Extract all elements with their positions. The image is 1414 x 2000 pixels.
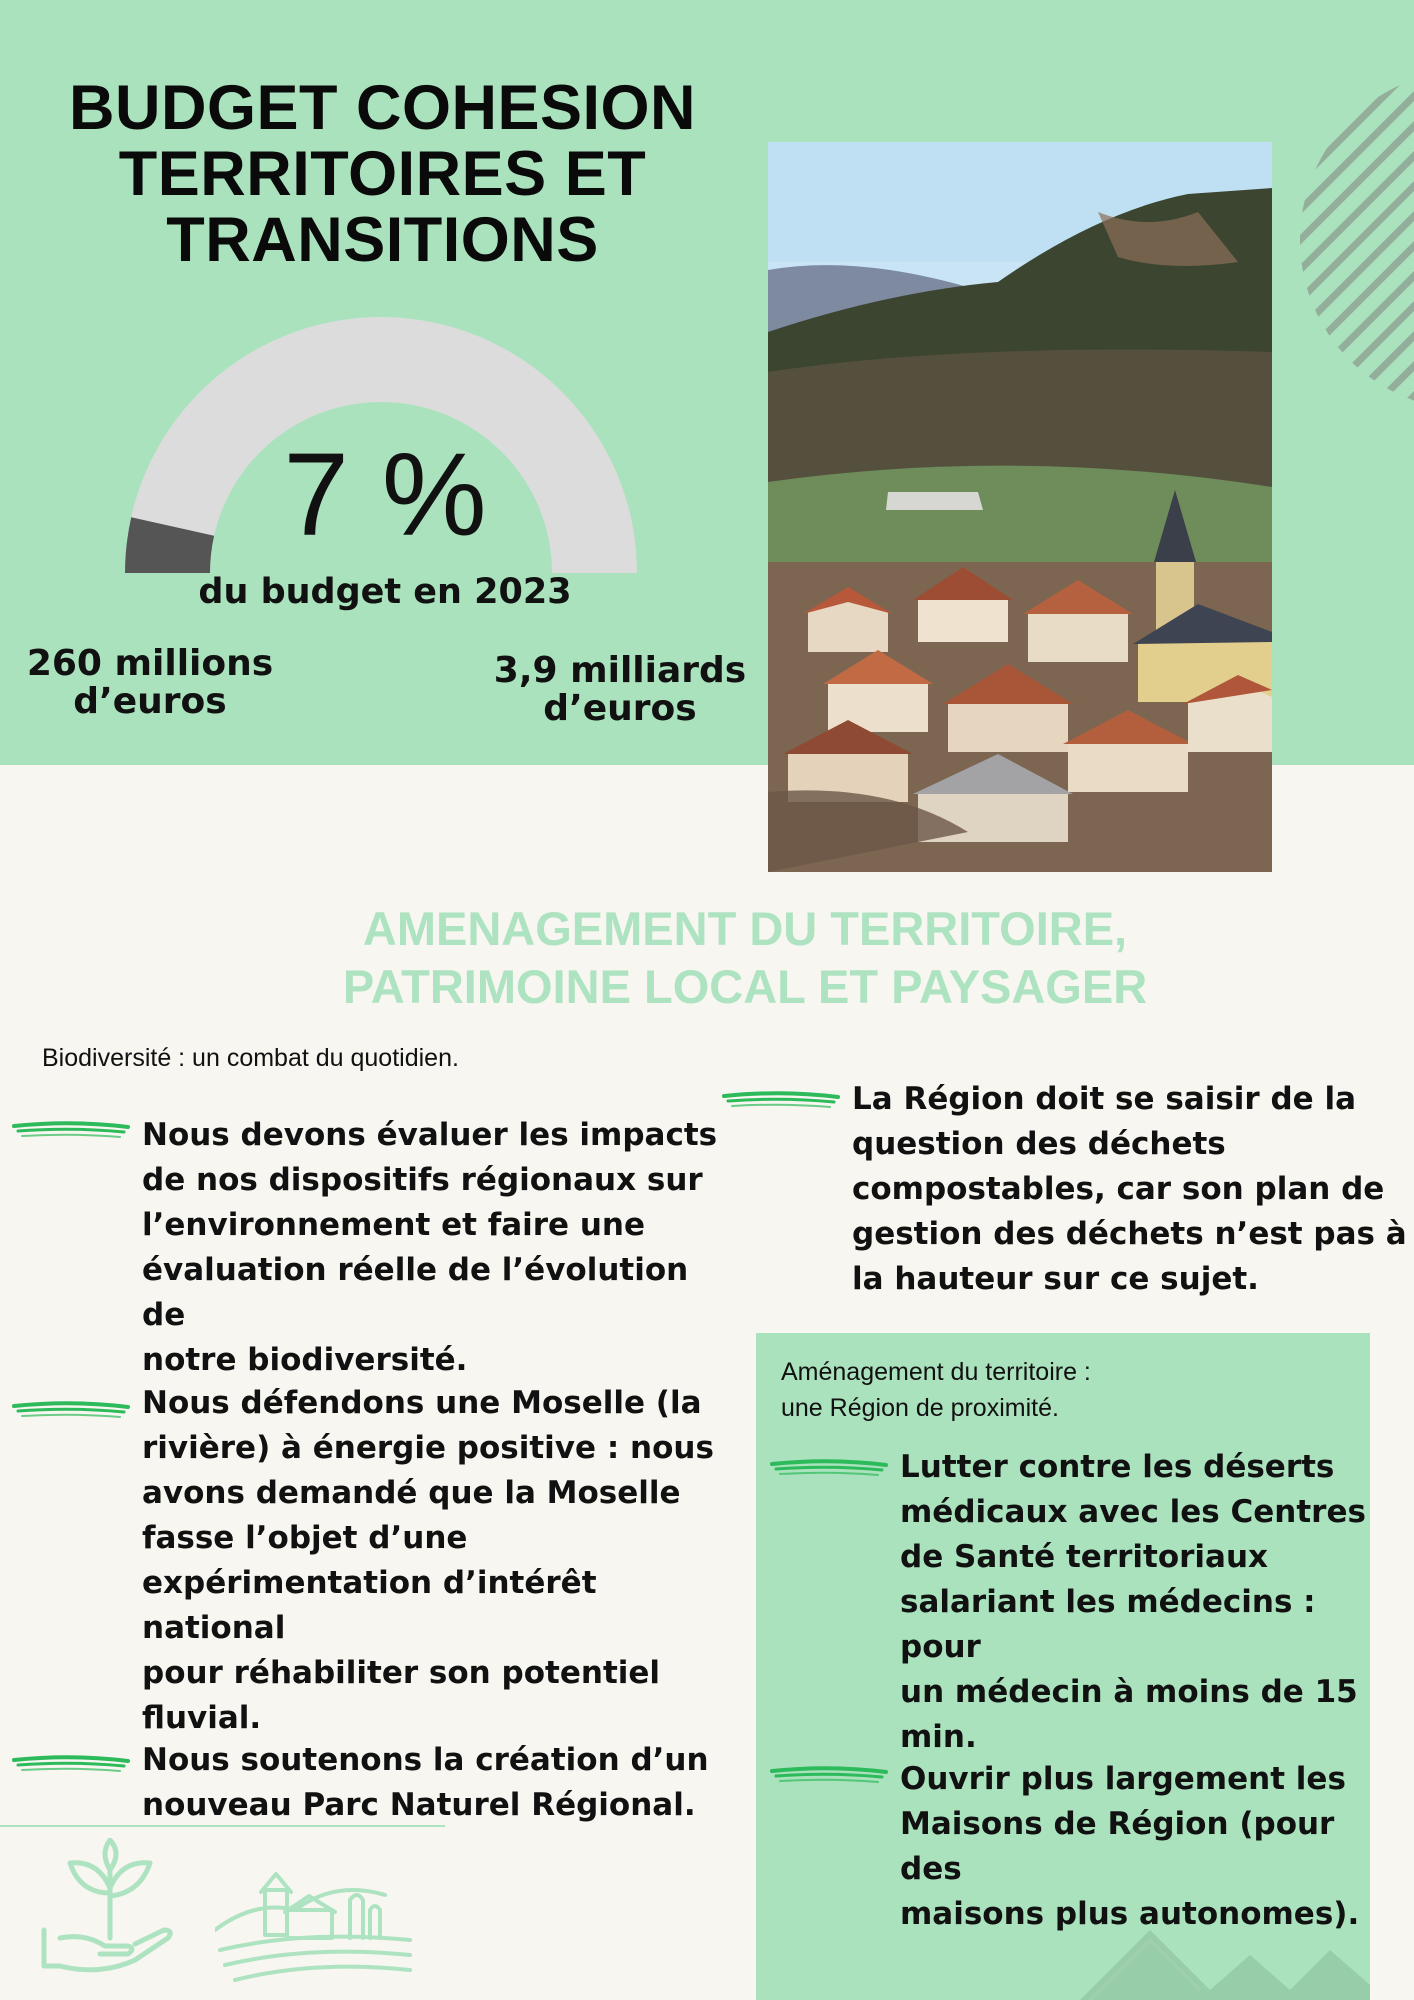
gauge-min-line: 260 millions — [26, 643, 274, 684]
bullet-line: rivière) à énergie positive : nous — [142, 1430, 714, 1466]
gauge-max-label — [490, 652, 750, 728]
bullet-line: fasse l’objet d’une — [142, 1520, 468, 1556]
bullet-line: maisons plus autonomes). — [900, 1896, 1360, 1932]
brush-stroke-icon — [722, 1088, 840, 1112]
bullet-line: min. — [900, 1719, 977, 1755]
bullet-line: la hauteur sur ce sujet. — [852, 1261, 1259, 1297]
village-landscape-icon — [215, 1860, 415, 1985]
left-bullet-evaluation — [142, 1113, 722, 1383]
right-bullet-medecins — [900, 1445, 1370, 1760]
title-line: BUDGET COHESION — [68, 73, 697, 143]
bullet-line: gestion des déchets n’est pas à — [852, 1216, 1407, 1252]
plant-in-hand-icon — [40, 1838, 175, 1978]
brush-stroke-icon — [770, 1763, 888, 1787]
bullet-line: notre biodiversité. — [142, 1342, 468, 1378]
bullet-line: évaluation réelle de l’évolution de — [142, 1252, 689, 1333]
brush-stroke-icon — [12, 1398, 130, 1422]
bullet-line: La Région doit se saisir de la — [852, 1081, 1357, 1117]
bullet-line: nouveau Parc Naturel Régional. — [142, 1787, 696, 1823]
title-line: TERRITOIRES ET — [118, 139, 647, 209]
bullet-line: expérimentation d’intérêt national — [142, 1565, 597, 1646]
right-intro — [781, 1354, 1341, 1426]
bullet-line: avons demandé que la Moselle — [142, 1475, 681, 1511]
bullet-line: de nos dispositifs régionaux sur — [142, 1162, 703, 1198]
brush-stroke-icon — [12, 1118, 130, 1142]
right-bullet-maisons — [900, 1757, 1370, 1937]
bullet-line: Maisons de Région (pour des — [900, 1806, 1335, 1887]
gauge-value: 7 % — [283, 429, 487, 561]
bullet-line: fluvial. — [142, 1700, 262, 1736]
bullet-line: Nous devons évaluer les impacts — [142, 1117, 718, 1153]
right-intro-line: Aménagement du territoire : — [781, 1358, 1091, 1386]
gauge-caption: du budget en 2023 — [198, 572, 572, 612]
bullet-line: un médecin à moins de 15 — [900, 1674, 1358, 1710]
gauge-min-line: d’euros — [73, 681, 227, 722]
brush-stroke-icon — [12, 1752, 130, 1776]
bottom-divider — [0, 1825, 445, 1827]
gauge-max-line: d’euros — [543, 688, 697, 729]
left-bullet-parc — [142, 1738, 732, 1828]
brush-stroke-icon — [770, 1456, 888, 1480]
bullet-line: Nous soutenons la création d’un — [142, 1742, 709, 1778]
gauge-max-line: 3,9 milliards — [493, 650, 747, 691]
gauge-min-label — [20, 645, 280, 721]
left-bullet-moselle — [142, 1381, 742, 1741]
bullet-line: Ouvrir plus largement les — [900, 1761, 1346, 1797]
right-bullet-dechets — [852, 1077, 1407, 1302]
village-photo — [768, 142, 1272, 872]
bullet-line: pour réhabiliter son potentiel — [142, 1655, 661, 1691]
page-title — [30, 75, 735, 273]
bullet-line: salariant les médecins : pour — [900, 1584, 1316, 1665]
left-intro: Biodiversité : un combat du quotidien. — [42, 1044, 459, 1072]
right-intro-line: une Région de proximité. — [781, 1394, 1059, 1422]
bullet-line: médicaux avec les Centres — [900, 1494, 1366, 1530]
diagonal-lines-decoration — [1300, 80, 1414, 410]
bullet-line: Lutter contre les déserts — [900, 1449, 1335, 1485]
bullet-line: de Santé territoriaux — [900, 1539, 1269, 1575]
bullet-line: compostables, car son plan de — [852, 1171, 1385, 1207]
bullet-line: l’environnement et faire une — [142, 1207, 646, 1243]
bullet-line: question des déchets — [852, 1126, 1226, 1162]
section-title-line: PATRIMOINE LOCAL ET PAYSAGER — [342, 960, 1148, 1013]
section-title — [240, 900, 1250, 1016]
title-line: TRANSITIONS — [166, 205, 599, 275]
section-title-line: AMENAGEMENT DU TERRITOIRE, — [362, 902, 1128, 955]
bullet-line: Nous défendons une Moselle (la — [142, 1385, 702, 1421]
